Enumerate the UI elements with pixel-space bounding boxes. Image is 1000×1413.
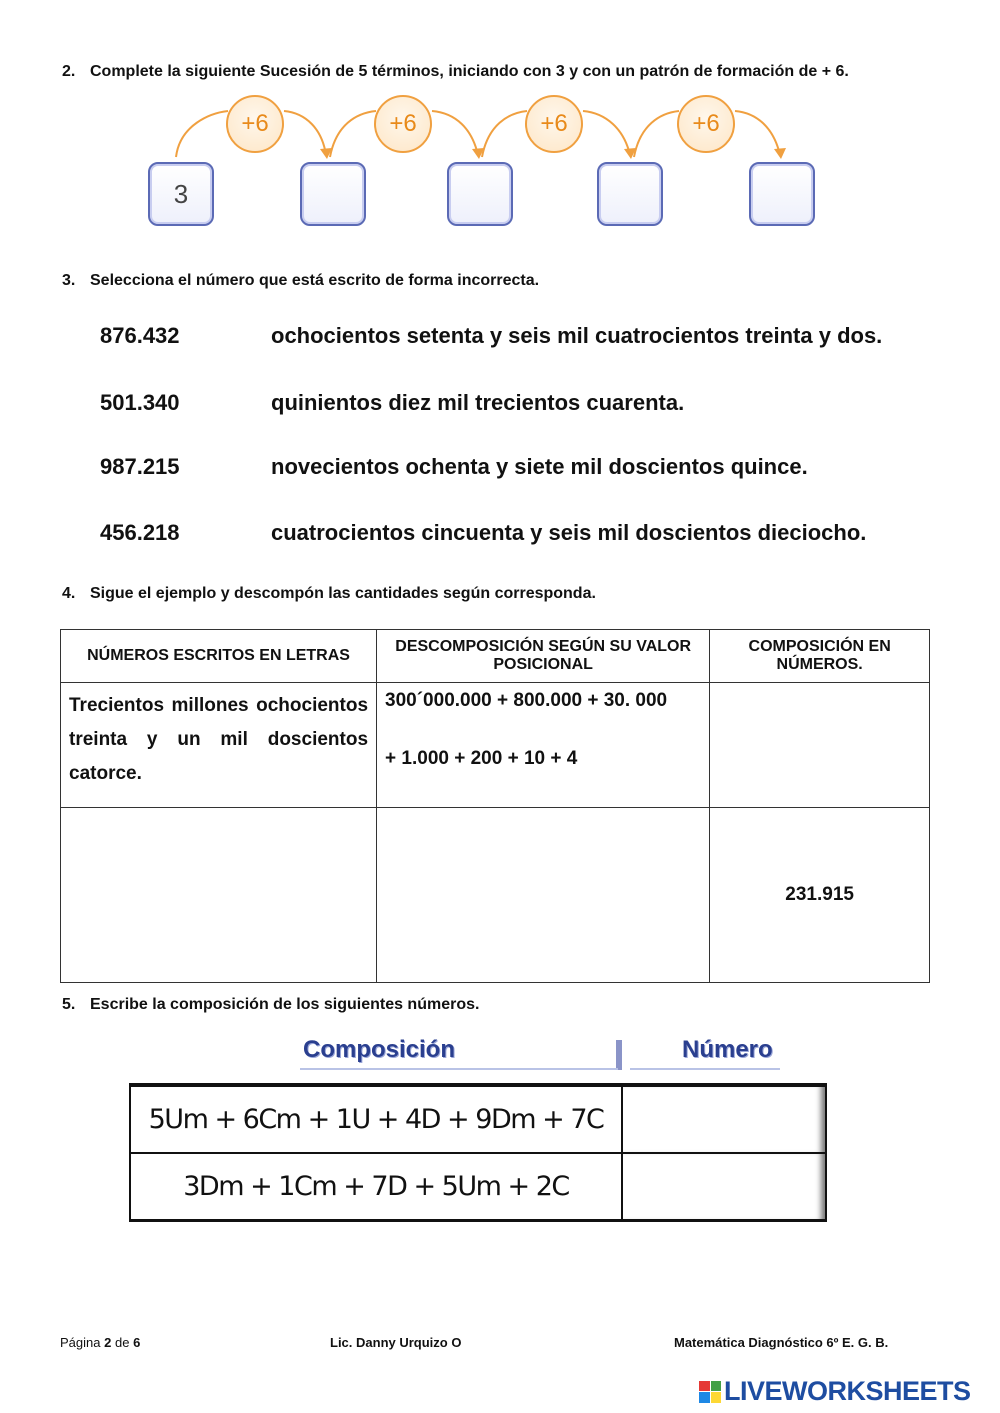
decomp-line-2: + 1.000 + 200 + 10 + 4 [385, 748, 578, 769]
question-text: Sigue el ejemplo y descompón las cantidades según corresponda. [90, 585, 596, 602]
question-text: Complete la siguiente Sucesión de 5 términos, iniciando con 3 y con un patrón de formación de + 6. [90, 63, 849, 80]
composition-header: Composición [303, 1036, 456, 1063]
composition-expression-2: 3Dm + 1Cm + 7D + 5Um + 2C [130, 1153, 622, 1221]
arrow-2b [432, 111, 478, 155]
question-number: 2. [62, 63, 76, 80]
row2-decomposition-cell[interactable] [377, 808, 710, 983]
sequence-box-1: 3 [148, 162, 214, 226]
option-number: 876.432 [100, 323, 180, 348]
example-composition-cell[interactable] [710, 683, 930, 808]
sequence-box-3[interactable] [447, 162, 513, 226]
question-number: 5. [62, 996, 76, 1013]
page-label: Página [60, 1335, 101, 1350]
logo-icon [699, 1381, 721, 1403]
option-words: novecientos ochenta y siete mil doscientos quince. [271, 454, 808, 479]
footer-subject: Matemática Diagnóstico 6º E. G. B. [674, 1335, 889, 1350]
step-bubble: +6 [374, 95, 432, 153]
header-words: NÚMEROS ESCRITOS EN LETRAS [61, 630, 377, 683]
footer-author: Lic. Danny Urquizo O [330, 1335, 462, 1350]
composition-expression-1: 5Um + 6Cm + 1U + 4D + 9Dm + 7C [130, 1085, 622, 1153]
option-number: 987.215 [100, 454, 180, 479]
example-decomposition [377, 683, 710, 808]
row2-number: 231.915 [710, 808, 930, 983]
page-of: de [114, 1335, 130, 1350]
composition-table [129, 1083, 827, 1222]
option-words: ochocientos setenta y seis mil cuatrocientos treinta y dos. [271, 323, 883, 348]
page-indicator [60, 1335, 140, 1350]
question-5-title [62, 996, 479, 1014]
arrow-4 [634, 111, 679, 157]
header-underline [630, 1068, 780, 1070]
header-separator [616, 1040, 622, 1070]
question-2-title [62, 63, 849, 81]
arrowhead-4 [774, 148, 786, 159]
page-total: 6 [133, 1335, 141, 1350]
arrow-4b [735, 111, 780, 155]
decomposition-table [60, 629, 930, 983]
logo-text: LIVEWORKSHEETS [724, 1376, 971, 1406]
composition-answer-2[interactable] [622, 1153, 826, 1221]
option-words: cuatrocientos cincuenta y seis mil doscientos dieciocho. [271, 520, 867, 545]
question-number: 4. [62, 585, 76, 602]
sequence-box-5[interactable] [749, 162, 815, 226]
question-text: Selecciona el número que está escrito de forma incorrecta. [90, 272, 540, 289]
question-3-title [62, 272, 539, 290]
question-number: 3. [62, 272, 76, 289]
liveworksheets-logo [699, 1376, 971, 1407]
sequence-box-4[interactable] [597, 162, 663, 226]
composition-answer-1[interactable] [622, 1085, 826, 1153]
example-words: Trecientos millones ochocientos treinta y un mil doscientos catorce. [61, 683, 377, 808]
option-words: quinientos diez mil trecientos cuarenta. [271, 390, 685, 415]
row2-words-cell[interactable] [61, 808, 377, 983]
number-option-1[interactable] [100, 323, 882, 349]
option-number: 501.340 [100, 390, 180, 415]
arrow-3 [482, 111, 527, 157]
page-current: 2 [104, 1335, 112, 1350]
decomp-line-1: 300´000.000 + 800.000 + 30. 000 [385, 690, 668, 711]
step-bubble: +6 [525, 95, 583, 153]
number-option-2[interactable] [100, 390, 684, 416]
question-4-title [62, 585, 596, 603]
option-number: 456.218 [100, 520, 180, 545]
header-decomposition: DESCOMPOSICIÓN SEGÚN SU VALOR POSICIONAL [377, 630, 710, 683]
question-text: Escribe la composición de los siguientes números. [90, 996, 480, 1013]
arrow-1b [284, 111, 326, 155]
header-composition: COMPOSICIÓN EN NÚMEROS. [710, 630, 930, 683]
arrow-3b [583, 111, 630, 155]
arrow-1 [176, 111, 228, 157]
header-underline [300, 1068, 618, 1070]
arrow-2 [330, 111, 376, 157]
number-option-4[interactable] [100, 520, 866, 546]
step-bubble: +6 [677, 95, 735, 153]
step-bubble: +6 [226, 95, 284, 153]
sequence-box-2[interactable] [300, 162, 366, 226]
number-header: Número [682, 1036, 773, 1063]
number-option-3[interactable] [100, 454, 808, 480]
